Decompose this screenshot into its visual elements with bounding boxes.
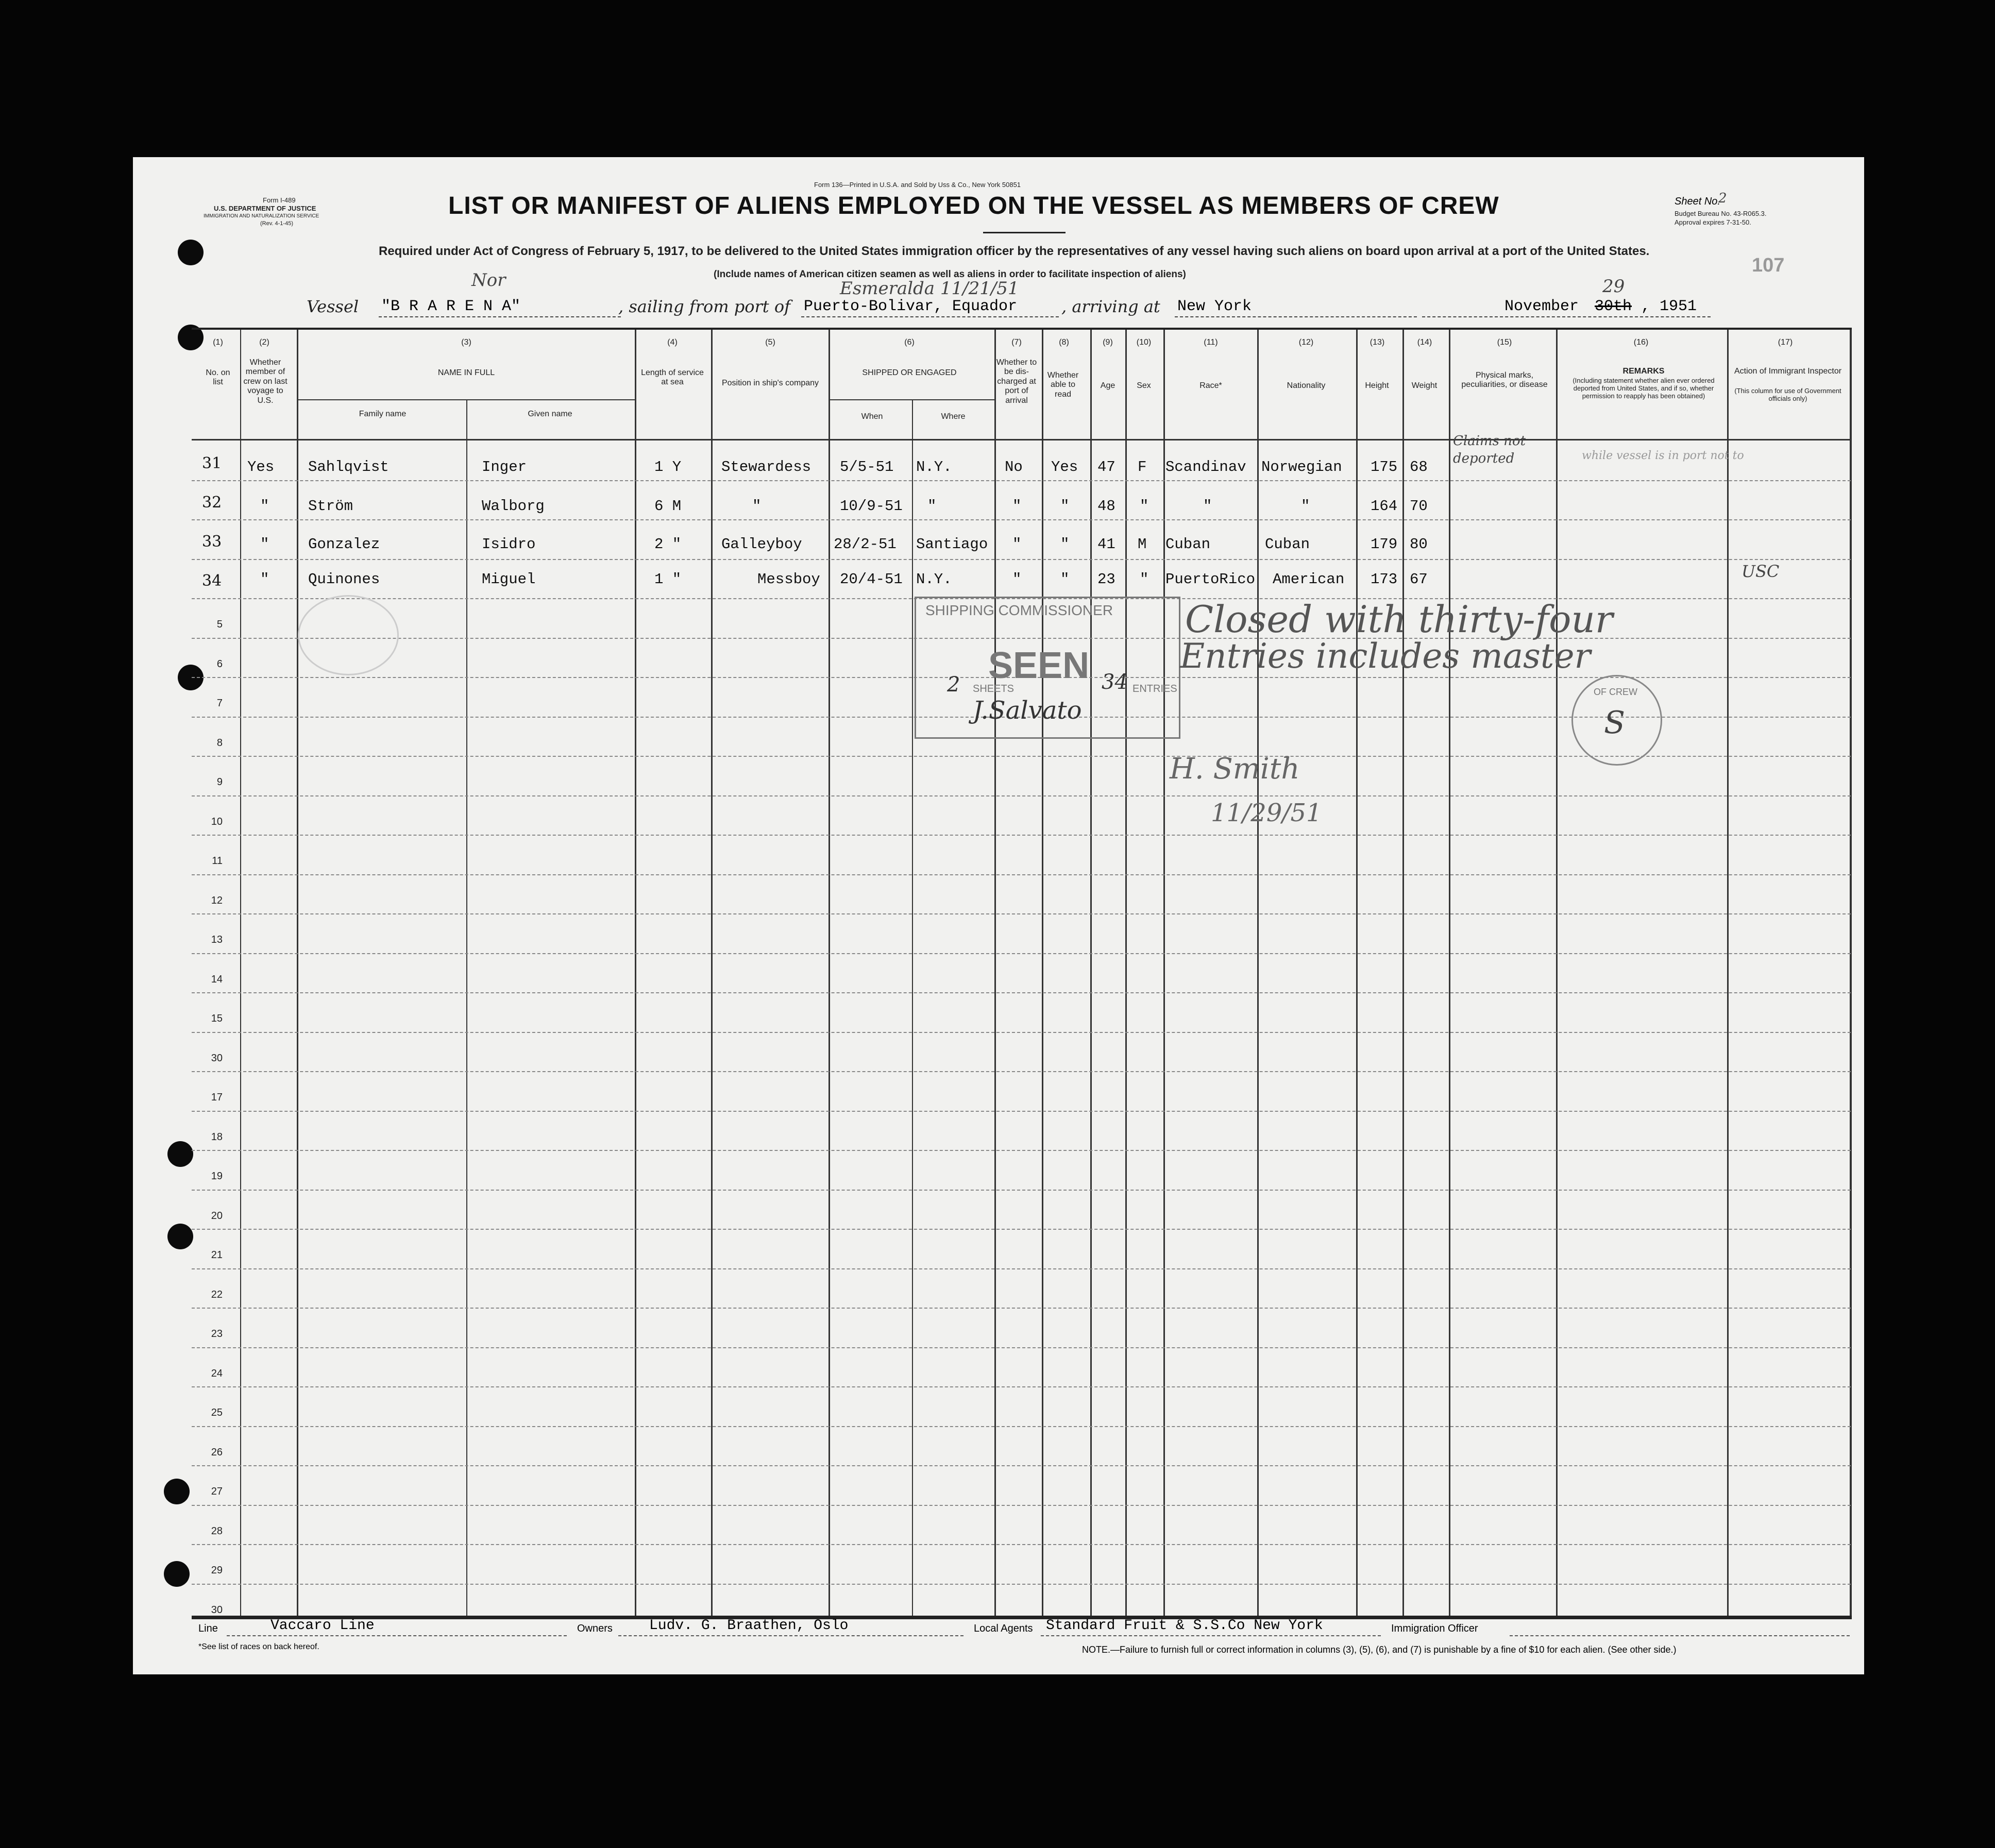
row-separator <box>192 835 1851 836</box>
row-separator <box>192 1584 1851 1585</box>
col-num-7: (7) <box>1011 338 1022 347</box>
shipped-subhead-rule <box>829 399 995 400</box>
col-num-8: (8) <box>1059 338 1069 347</box>
cell-age: 23 <box>1097 571 1115 588</box>
row-separator <box>192 1308 1851 1309</box>
row-separator <box>192 874 1851 875</box>
races-note: *See list of races on back hereof. <box>198 1642 319 1651</box>
punch-hole <box>167 1141 193 1167</box>
printer-line: Form 136—Printed in U.S.A. and Sold by Uss & Co., New York 50851 <box>814 181 1021 189</box>
cell-nationality: American <box>1273 571 1345 588</box>
seal-signature: S <box>1604 705 1626 741</box>
cell-age: 48 <box>1097 498 1115 515</box>
header-position: Position in ship's company <box>721 379 819 387</box>
col-rule <box>1125 330 1127 1616</box>
approval-expires: Approval expires 7-31-50. <box>1675 218 1751 226</box>
vessel-underline <box>379 316 621 317</box>
cell-given-name: Walborg <box>482 498 545 515</box>
stamp-sheets-label: SHEETS <box>973 683 1015 694</box>
cell-family-name: Sahlqvist <box>308 459 389 476</box>
col-rule <box>1163 330 1165 1616</box>
col-num-14: (14) <box>1417 338 1432 347</box>
header-bottom-rule <box>192 439 1852 440</box>
row-number: 9 <box>216 776 223 788</box>
header-length-service: Length of service at sea <box>641 368 704 387</box>
owners-underline <box>618 1635 963 1636</box>
header-remarks: REMARKS <box>1622 367 1665 376</box>
form-id: Form I-489 <box>263 196 296 204</box>
header-weight: Weight <box>1411 381 1438 390</box>
row-separator <box>192 1544 1851 1545</box>
row-number: 20 <box>211 1210 223 1222</box>
col-rule <box>1727 330 1729 1616</box>
cell-race: Cuban <box>1165 536 1211 553</box>
stamp-seen: SEEN <box>988 645 1090 686</box>
form-subnote: (Include names of American citizen seamen as well as aliens in order to facilitate inspection of aliens) <box>714 269 1186 280</box>
col-rule <box>1556 330 1558 1616</box>
cell-discharged: No <box>1005 459 1023 476</box>
row-separator <box>192 953 1851 954</box>
cell-weight: 80 <box>1410 536 1428 553</box>
cell-family-name: Ström <box>308 498 353 515</box>
cell-last-voyage: " <box>260 571 269 588</box>
header-physical-marks: Physical marks, peculiarities, or disease <box>1461 371 1548 389</box>
row-number: 28 <box>211 1525 223 1537</box>
cell-given-name: Isidro <box>482 536 536 553</box>
row-separator <box>192 1071 1851 1072</box>
col-rule <box>1402 330 1404 1616</box>
row-separator <box>192 1032 1851 1033</box>
cell-position: Messboy <box>757 571 820 588</box>
cell-race: " <box>1203 498 1212 515</box>
page-stamp: 107 <box>1752 255 1785 276</box>
row-number: 32 <box>202 494 222 512</box>
stamp-entries-count: 34 <box>1102 670 1128 694</box>
arriving-port: New York <box>1177 298 1252 315</box>
header-sex: Sex <box>1137 381 1151 390</box>
row-separator <box>192 1111 1851 1112</box>
row-number: 25 <box>211 1407 223 1418</box>
row-number: 34 <box>202 572 222 590</box>
cell-action-inspector: USC <box>1742 562 1780 581</box>
row-separator <box>192 519 1851 520</box>
cell-nationality: Norwegian <box>1261 459 1342 476</box>
col-num-16: (16) <box>1633 338 1649 347</box>
col-rule <box>635 330 636 1616</box>
cell-position: " <box>752 498 762 515</box>
form-revision: (Rev. 4-1-45) <box>260 221 293 227</box>
row-number: 21 <box>211 1249 223 1261</box>
cell-able-read: " <box>1060 536 1070 553</box>
row-number: 31 <box>202 454 222 472</box>
stamp-sheets-count: 2 <box>947 673 960 697</box>
cell-sex: " <box>1140 571 1149 588</box>
header-where: Where <box>941 412 966 421</box>
col-num-3: (3) <box>461 338 471 347</box>
row-number: 18 <box>211 1131 223 1143</box>
punch-hole <box>164 1479 190 1504</box>
col-rule <box>711 330 713 1616</box>
form-title: LIST OR MANIFEST OF ALIENS EMPLOYED ON THE VESSEL AS MEMBERS OF CREW <box>448 192 1499 219</box>
cell-last-voyage: " <box>260 498 269 515</box>
cell-height: 175 <box>1371 459 1398 476</box>
sheet-number: 2 <box>1718 191 1727 206</box>
cell-able-read: " <box>1060 498 1070 515</box>
punch-hole <box>164 1561 190 1587</box>
punch-hole <box>167 1224 193 1249</box>
row-number: 6 <box>216 658 223 670</box>
cell-height: 164 <box>1371 498 1398 515</box>
row-number: 10 <box>211 816 223 827</box>
header-height: Height <box>1365 381 1389 390</box>
cell-service: 1 " <box>654 571 682 588</box>
row-separator <box>192 1190 1851 1191</box>
header-name-in-full: NAME IN FULL <box>437 368 495 377</box>
cell-where: N.Y. <box>916 459 952 476</box>
col-num-10: (10) <box>1136 338 1152 347</box>
row-number: 22 <box>211 1288 223 1300</box>
cell-service: 1 Y <box>654 459 682 476</box>
cell-nationality: " <box>1301 498 1310 515</box>
row-number: 33 <box>202 533 222 551</box>
sailing-port-note: Esmeralda 11/21/51 <box>840 278 1019 299</box>
row-separator <box>192 1150 1851 1151</box>
cell-when: 10/9-51 <box>840 498 903 515</box>
budget-bureau: Budget Bureau No. 43-R065.3. <box>1675 210 1767 217</box>
cell-physical-marks: Claims not deported <box>1453 433 1526 466</box>
header-race: Race* <box>1199 381 1222 390</box>
line-value: Vaccaro Line <box>270 1618 375 1634</box>
closed-note-line2: Entries includes master <box>1180 636 1591 676</box>
arriving-underline <box>1175 316 1417 317</box>
cell-service: 2 " <box>654 536 682 553</box>
row-number: 23 <box>211 1328 223 1340</box>
header-given-name: Given name <box>528 410 572 418</box>
cell-given-name: Miguel <box>482 571 536 588</box>
sailing-label: , sailing from port of <box>618 297 790 316</box>
col-rule <box>1090 330 1092 1616</box>
arrival-month: November <box>1504 298 1579 315</box>
row-number: 14 <box>211 973 223 985</box>
cell-sex: F <box>1138 459 1147 476</box>
cell-where: " <box>927 498 937 515</box>
cell-family-name: Gonzalez <box>308 536 380 553</box>
row-number: 27 <box>211 1486 223 1497</box>
cell-where: N.Y. <box>916 571 952 588</box>
arriving-label: , arriving at <box>1061 297 1160 316</box>
row-separator <box>192 1347 1851 1348</box>
cell-when: 5/5-51 <box>840 459 894 476</box>
header-action-sub: (This column for use of Government officials only) <box>1734 387 1841 402</box>
title-underline <box>983 232 1066 233</box>
row-number: 8 <box>216 737 223 749</box>
arrival-day-struck: 30th <box>1595 298 1632 315</box>
line-label: Line <box>198 1623 218 1634</box>
cell-weight: 67 <box>1410 571 1428 588</box>
cell-discharged: " <box>1012 498 1022 515</box>
row-separator <box>192 992 1851 993</box>
header-able-read: Whether able to read <box>1047 371 1079 399</box>
cell-discharged: " <box>1012 536 1022 553</box>
department: U.S. DEPARTMENT OF JUSTICE <box>214 205 316 212</box>
col-num-4: (4) <box>667 338 678 347</box>
header-no-on-list: No. on list <box>206 368 230 387</box>
col-num-15: (15) <box>1497 338 1512 347</box>
header-family-name: Family name <box>359 410 407 418</box>
cell-height: 173 <box>1371 571 1398 588</box>
col-rule <box>1449 330 1450 1616</box>
cell-race: Scandinav <box>1165 459 1246 476</box>
cell-sex: " <box>1140 498 1149 515</box>
cell-last-voyage: " <box>260 536 269 553</box>
col-rule <box>466 399 467 1616</box>
stamp-entries-label: ENTRIES <box>1132 683 1177 694</box>
penalty-note: NOTE.—Failure to furnish full or correct information in columns (3), (5), (6), and (7) is punishable by a fine of $10 for each alien. (See other side.) <box>1082 1644 1677 1655</box>
cell-when: 20/4-51 <box>840 571 903 588</box>
row-number: 17 <box>211 1092 223 1103</box>
cell-position: Stewardess <box>721 459 811 476</box>
col-rule <box>1850 330 1852 1616</box>
col-num-17: (17) <box>1778 338 1793 347</box>
form-subtitle: Required under Act of Congress of February 5, 1917, to be delivered to the United States immigration officer by the representatives of any vessel having such aliens on board upon arrival at a port of the United States. <box>379 244 1650 258</box>
cell-race: PuertoRico <box>1165 571 1256 588</box>
name-subhead-rule <box>297 399 636 400</box>
vessel-name: "B R A R E N A" <box>381 298 521 315</box>
header-last-voyage: Whether member of crew on last voyage to U.S. <box>243 358 288 405</box>
row-number: 29 <box>211 1565 223 1576</box>
stamp-title: SHIPPING COMMISSIONER <box>925 602 1113 618</box>
header-nationality: Nationality <box>1287 381 1326 390</box>
header-shipped: SHIPPED OR ENGAGED <box>862 368 957 377</box>
row-separator <box>192 1229 1851 1230</box>
header-when: When <box>861 412 883 421</box>
cell-sex: M <box>1138 536 1147 553</box>
faint-seal <box>298 595 399 675</box>
col-num-9: (9) <box>1103 338 1113 347</box>
cell-age: 41 <box>1097 536 1115 553</box>
col-num-5: (5) <box>765 338 775 347</box>
seal-text: OF CREW <box>1594 687 1637 697</box>
cell-family-name: Quinones <box>308 571 380 588</box>
officer-label: Immigration Officer <box>1391 1623 1478 1634</box>
row-number: 19 <box>211 1171 223 1182</box>
cell-weight: 70 <box>1410 498 1428 515</box>
row-separator <box>192 559 1851 560</box>
cell-remarks: while vessel is in port not to <box>1582 449 1744 462</box>
row-separator <box>192 1505 1851 1506</box>
officer-signature: H. Smith <box>1170 752 1300 786</box>
header-action: Action of Immigrant Inspector <box>1734 367 1842 376</box>
col-rule <box>297 330 298 1616</box>
row-number: 13 <box>211 934 223 945</box>
closed-note-line1: Closed with thirty-four <box>1185 598 1613 641</box>
punch-hole <box>178 240 204 265</box>
cell-given-name: Inger <box>482 459 527 476</box>
row-separator <box>192 1465 1851 1466</box>
row-separator <box>192 795 1851 796</box>
agents-label: Local Agents <box>974 1623 1033 1634</box>
header-discharged: Whether to be dis-charged at port of arrival <box>996 358 1037 405</box>
cell-height: 179 <box>1371 536 1398 553</box>
col-rule <box>240 330 241 1616</box>
row-separator <box>192 480 1851 481</box>
cell-when: 28/2-51 <box>834 536 897 553</box>
vessel-label: Vessel <box>307 297 359 316</box>
cell-able-read: Yes <box>1051 459 1078 476</box>
cell-nationality: Cuban <box>1265 536 1310 553</box>
officer-underline <box>1510 1635 1850 1636</box>
cell-last-voyage: Yes <box>247 459 275 476</box>
arrival-year: , 1951 <box>1641 298 1697 315</box>
header-remarks-sub: (Including statement whether alien ever ordered deported from United States, and if so, whether permission to reapply has been obtained) <box>1573 377 1715 400</box>
col-rule <box>1356 330 1358 1616</box>
row-number: 24 <box>211 1367 223 1379</box>
cell-weight: 68 <box>1410 459 1428 476</box>
stamp-signature: J.Salvato <box>973 696 1082 725</box>
row-number: 12 <box>211 894 223 906</box>
col-num-2: (2) <box>259 338 269 347</box>
col-rule <box>1257 330 1259 1616</box>
cell-where: Santiago <box>916 536 988 553</box>
col-rule <box>1042 330 1043 1616</box>
arrival-day-corrected: 29 <box>1602 276 1625 297</box>
officer-date: 11/29/51 <box>1211 799 1322 827</box>
sailing-port: Puerto-Bolivar, Equador <box>804 298 1018 315</box>
cell-position: Galleyboy <box>721 536 802 553</box>
col-num-13: (13) <box>1370 338 1385 347</box>
header-age: Age <box>1100 381 1115 390</box>
line-underline <box>227 1635 567 1636</box>
agents-underline <box>1041 1635 1381 1636</box>
cell-age: 47 <box>1097 459 1115 476</box>
row-number: 30 <box>211 1052 223 1064</box>
col-num-11: (11) <box>1204 338 1218 347</box>
owners-label: Owners <box>577 1623 613 1634</box>
row-separator <box>192 1386 1851 1387</box>
col-rule <box>994 330 996 1616</box>
row-separator <box>192 913 1851 914</box>
col-num-6: (6) <box>904 338 915 347</box>
service-name: IMMIGRATION AND NATURALIZATION SERVICE <box>204 213 319 219</box>
date-underline <box>1422 316 1711 317</box>
shipping-commissioner-stamp <box>915 597 1180 739</box>
port-underline <box>801 316 1059 317</box>
row-separator <box>192 1268 1851 1269</box>
agents-value: Standard Fruit & S.S.Co New York <box>1046 1618 1323 1634</box>
row-number: 5 <box>216 619 223 630</box>
crew-seal <box>1571 675 1662 766</box>
footer-rule <box>192 1618 1852 1619</box>
col-rule <box>829 330 830 1616</box>
vessel-note: Nor <box>471 270 506 291</box>
row-separator <box>192 1426 1851 1427</box>
row-number: 7 <box>216 698 223 709</box>
row-number: 26 <box>211 1446 223 1458</box>
cell-able-read: " <box>1060 571 1070 588</box>
col-num-12: (12) <box>1298 338 1314 347</box>
row-number: 30 <box>211 1604 223 1616</box>
cell-service: 6 M <box>654 498 682 515</box>
col-rule <box>912 399 913 1616</box>
sheet-label: Sheet No. <box>1675 196 1720 207</box>
grid-top-rule <box>192 328 1852 330</box>
owners-value: Ludv. G. Braathen, Oslo <box>649 1618 849 1634</box>
cell-discharged: " <box>1012 571 1022 588</box>
row-number: 15 <box>211 1013 223 1024</box>
row-number: 11 <box>212 855 223 867</box>
col-num-1: (1) <box>213 338 223 347</box>
